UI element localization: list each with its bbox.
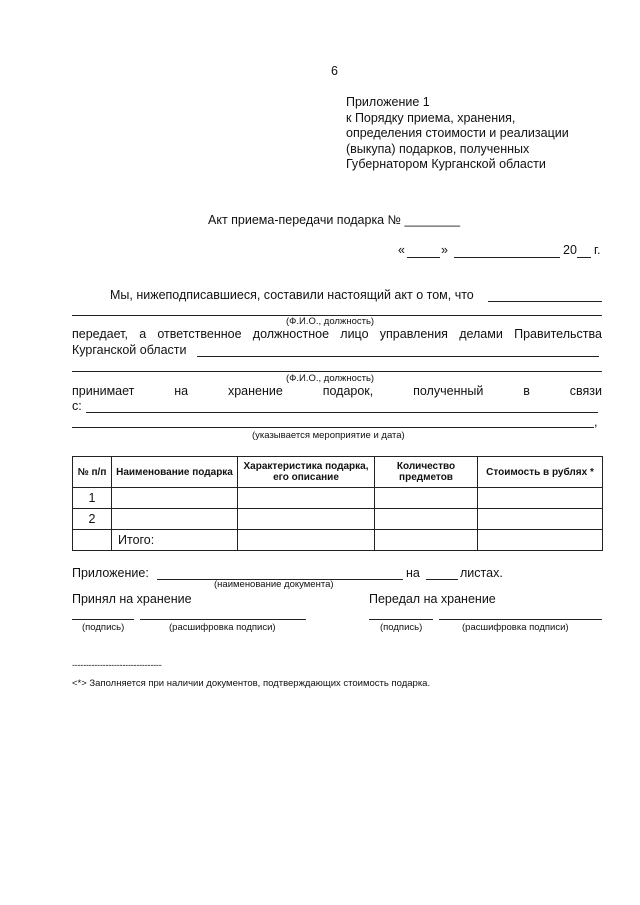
document-name-label: (наименование документа) xyxy=(214,579,334,590)
col-header-quantity: Количество предметов xyxy=(375,457,478,488)
footnote-text: <*> Заполняется при наличии документов, подтверждающих стоимость подарка. xyxy=(72,678,431,689)
event-field-1[interactable] xyxy=(86,412,598,413)
appendix-header xyxy=(346,95,569,173)
intro-text: Мы, нижеподписавшиеся, составили настоящий акт о том, что xyxy=(110,288,474,302)
comma: , xyxy=(594,415,598,429)
signature-label: (подпись) xyxy=(82,622,125,633)
table-row xyxy=(73,509,603,530)
appendix-line: определения стоимости и реализации xyxy=(346,126,569,140)
gift-quantity-cell[interactable] xyxy=(375,488,478,509)
col-header-name: Наименование подарка xyxy=(112,457,238,488)
date-year-prefix: 20 xyxy=(563,243,577,257)
table-total-row xyxy=(73,530,603,551)
attachment-label: Приложение: xyxy=(72,566,149,580)
appendix-line: к Порядку приема, хранения, xyxy=(346,110,516,125)
page-number: 6 xyxy=(331,64,338,78)
total-empty-cell xyxy=(73,530,112,551)
accepted-decoding-field[interactable] xyxy=(140,619,306,620)
col-header-number: № п/п xyxy=(73,457,112,488)
handed-decoding-field[interactable] xyxy=(439,619,602,620)
attachment-sheets-field[interactable] xyxy=(426,579,458,580)
accepted-signature-field[interactable] xyxy=(72,619,134,620)
transferor-field-1[interactable] xyxy=(488,301,602,302)
date-open-quote: « xyxy=(398,243,405,257)
date-month-field[interactable] xyxy=(454,257,560,258)
signature-label: (подпись) xyxy=(380,622,423,633)
accept-line xyxy=(72,384,602,398)
with-text: с: xyxy=(72,399,82,413)
word: связи xyxy=(569,384,602,398)
table-row xyxy=(73,488,603,509)
decoding-label: (расшифровка подписи) xyxy=(169,622,276,633)
document-title: Акт приема-передачи подарка № ________ xyxy=(208,213,461,227)
gift-name-cell[interactable] xyxy=(112,488,238,509)
word: лицо xyxy=(340,327,369,341)
gift-cost-cell[interactable] xyxy=(478,509,603,530)
attachment-sheets: листах. xyxy=(460,566,503,580)
event-label: (указывается мероприятие и дата) xyxy=(252,430,405,441)
receiver-field-1[interactable] xyxy=(197,356,599,357)
word: должностное xyxy=(252,327,330,341)
receiver-field-2[interactable] xyxy=(72,371,602,372)
col-header-description: Характеристика подарка, его описание xyxy=(238,457,375,488)
row-number: 1 xyxy=(73,488,112,509)
appendix-line: (выкупа) подарков, полученных xyxy=(346,141,530,156)
region-text: Курганской области xyxy=(72,343,187,357)
word: подарок, xyxy=(322,384,374,398)
transfer-line xyxy=(72,327,602,341)
word: передает, xyxy=(72,327,128,341)
date-close-quote: » xyxy=(441,243,448,257)
row-number: 2 xyxy=(73,509,112,530)
gift-quantity-cell[interactable] xyxy=(375,509,478,530)
footnote-rule: -------------------------------- xyxy=(72,660,162,670)
appendix-line: Губернатором Курганской области xyxy=(346,157,546,171)
word: Правительства xyxy=(514,327,602,341)
col-header-cost: Стоимость в рублях * xyxy=(478,457,603,488)
fio-label: (Ф.И.О., должность) xyxy=(286,373,375,384)
word: на xyxy=(174,384,189,398)
date-year-suffix: г. xyxy=(594,243,601,257)
total-description-cell xyxy=(238,530,375,551)
date-year-field[interactable] xyxy=(577,257,591,258)
fio-label: (Ф.И.О., должность) xyxy=(286,316,375,327)
handed-signature-field[interactable] xyxy=(369,619,433,620)
appendix-line: Приложение 1 xyxy=(346,95,430,109)
handed-storage-label: Передал на хранение xyxy=(369,592,496,606)
gift-name-cell[interactable] xyxy=(112,509,238,530)
total-cost-cell[interactable] xyxy=(478,530,603,551)
gift-description-cell[interactable] xyxy=(238,488,375,509)
gift-cost-cell[interactable] xyxy=(478,488,603,509)
word: хранение xyxy=(227,384,283,398)
attachment-on: на xyxy=(406,566,420,580)
accepted-storage-label: Принял на хранение xyxy=(72,592,192,606)
word: управления xyxy=(379,327,448,341)
date-day-field[interactable] xyxy=(407,257,440,258)
word: принимает xyxy=(72,384,135,398)
table-header-row xyxy=(73,457,603,488)
word: делами xyxy=(459,327,503,341)
total-label: Итого: xyxy=(112,530,238,551)
event-field-2[interactable] xyxy=(72,427,594,428)
word: ответственное xyxy=(157,327,242,341)
gifts-table xyxy=(72,456,603,551)
word: полученный xyxy=(413,384,484,398)
gift-description-cell[interactable] xyxy=(238,509,375,530)
decoding-label: (расшифровка подписи) xyxy=(462,622,569,633)
word: а xyxy=(139,327,147,341)
total-quantity-cell[interactable] xyxy=(375,530,478,551)
word: в xyxy=(523,384,530,398)
